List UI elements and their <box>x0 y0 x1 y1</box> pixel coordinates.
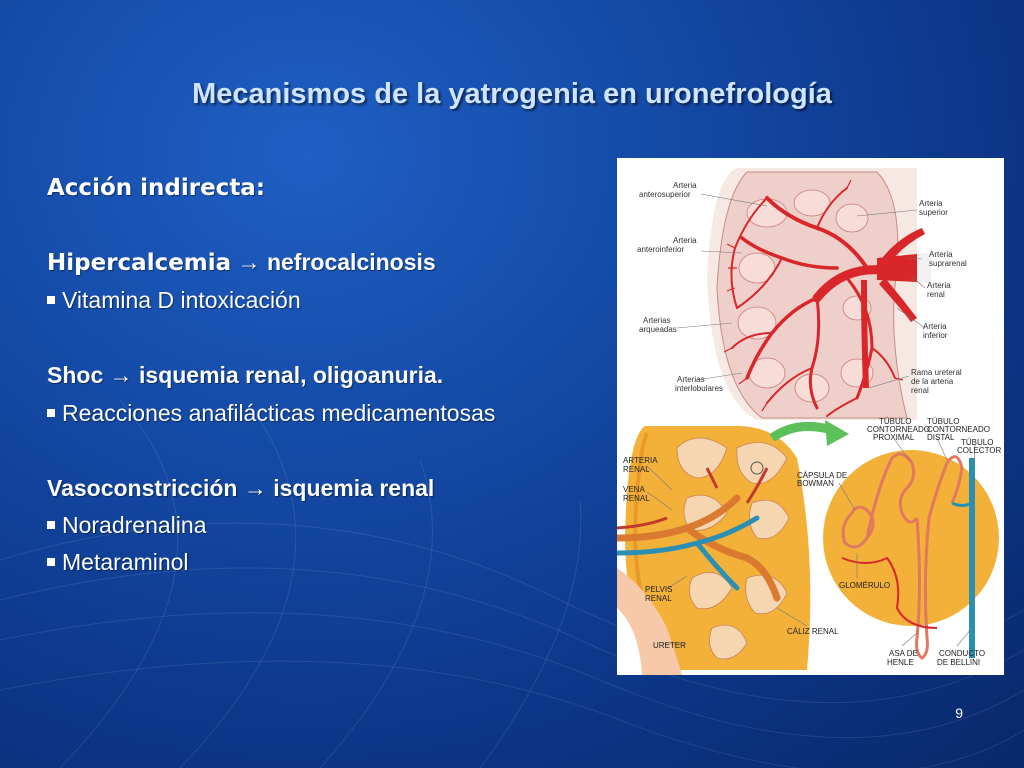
label-vena-renal: VENA RENAL <box>623 485 650 503</box>
label-caliz-renal: CÁLIZ RENAL <box>787 627 839 636</box>
label-arteria-renal-bottom: ARTERIA RENAL <box>623 456 658 474</box>
bullet-square-icon <box>47 409 55 417</box>
block2-heading: Shoc → isquemia renal, oligoanuria. <box>47 362 444 388</box>
label-arterias-interlobulares: Arterias interlobulares <box>675 375 724 393</box>
label-arteria-anterosuperior: Arteria anterosuperior <box>639 181 697 199</box>
list-item <box>47 512 206 539</box>
slide-title: Mecanismos de la yatrogenia en uronefrología <box>192 78 832 110</box>
bullet-square-icon <box>47 296 55 304</box>
bullet-text: Metaraminol <box>62 549 189 575</box>
label-tubulo-proximal: TÚBULO CONTORNEADO PROXIMAL <box>867 417 930 442</box>
nephron-illustration <box>617 417 1004 675</box>
page-number: 9 <box>955 705 963 721</box>
block1-heading-main: Hipercalcemia <box>47 250 232 276</box>
list-item <box>47 287 301 314</box>
list-item <box>47 400 495 427</box>
bullet-text: Reacciones anafilácticas medicamentosas <box>62 400 496 426</box>
label-tubulo-distal: TÚBULO CONTORNEADO DISTAL <box>927 417 990 442</box>
label-arterias-arqueadas: Arterias arqueadas <box>639 316 677 334</box>
bullet-text: Vitamina D intoxicación <box>62 287 301 313</box>
label-arteria-renal-top: Arteria renal <box>927 281 951 299</box>
label-arteria-superior: Arteria superior <box>919 199 948 217</box>
label-pelvis-renal: PELVIS RENAL <box>645 585 673 603</box>
bullet-square-icon <box>47 521 55 529</box>
label-tubulo-colector: TÚBULO COLECTOR <box>957 438 1002 455</box>
label-rama-ureteral: Rama ureteral de la arteria renal <box>911 368 962 395</box>
bullet-square-icon <box>47 558 55 566</box>
label-asa-henle: ASA DE HENLE <box>887 649 918 667</box>
label-conducto-bellini: CONDUCTO DE BELLINI <box>937 649 986 667</box>
bullet-text: Noradrenalina <box>62 512 207 538</box>
label-glomerulo: GLOMÉRULO <box>839 581 891 590</box>
list-item <box>47 549 189 576</box>
label-ureter: URETER <box>653 641 686 650</box>
kidney-arteries-illustration <box>617 158 1004 420</box>
block1-heading <box>47 249 436 276</box>
block3-heading: Vasoconstricción → isquemia renal <box>47 475 435 501</box>
block1-heading-rest: → nefrocalcinosis <box>231 249 436 275</box>
label-arteria-suprarenal: Arteria suprarenal <box>929 250 967 268</box>
label-arteria-anteroinferior: Arteria anteroinferior <box>637 236 697 254</box>
section-heading: Acción indirecta: <box>47 175 266 201</box>
label-arteria-inferior: Arteria inferior <box>923 322 948 340</box>
kidney-anatomy-figure <box>617 158 1004 675</box>
label-capsula-bowman: CÁPSULA DE BOWMAN <box>797 471 848 488</box>
